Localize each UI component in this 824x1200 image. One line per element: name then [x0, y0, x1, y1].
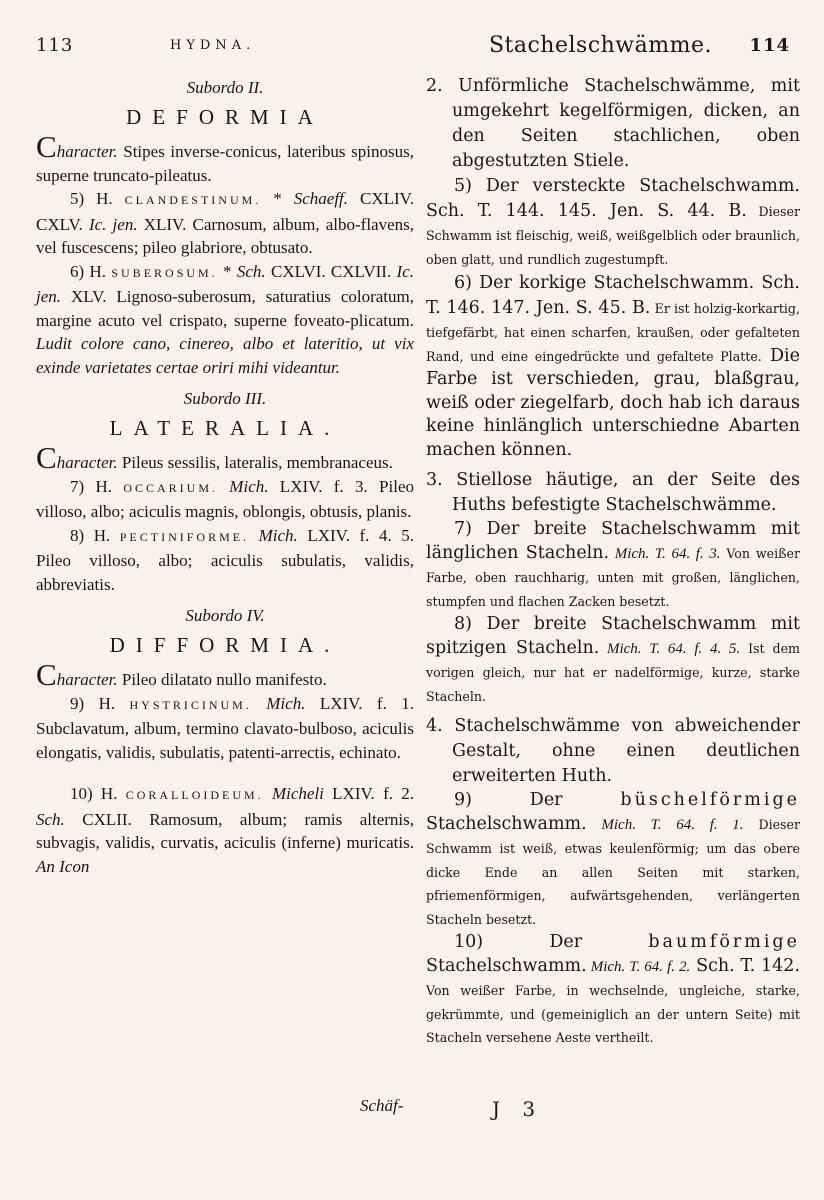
character-label: Character.: [36, 657, 118, 692]
right-page-number: 114: [749, 35, 790, 56]
group-heading: 3. Stiellose häutige, an der Seite des Huths befestigte Stachelschwämme.: [426, 470, 800, 515]
left-page-number: 113: [36, 35, 74, 56]
species-name: CORALLOIDEUM.: [125, 788, 264, 802]
species-entry: 9) H. HYSTRICINUM. Mich. LXIV. f. 1. Subclavatum, album, termino clavato-bulboso, aciculis elongatis, validis, subulatis, patenti-arrectis, echinato.: [36, 693, 414, 762]
species-entry: 5) Der versteckte Stachelschwamm. Sch. T. 144. 145. Jen. S. 44. B. Dieser Schwamm ist fleischig, weiß, weißgelblich oder braunlich, oben glatt, und rundlich zugestumpft.: [426, 176, 800, 267]
subordo-label: Subordo IV.: [185, 606, 265, 625]
species-entry: 10) Der baumförmige Stachelschwamm. Mich. T. 64. f. 2. Sch. T. 142. Von weißer Farbe, in wechselnde, ungleiche, starke, gekrümmte, und (gemeiniglich an der untern Seite) mit Stacheln versehene Aeste vertheilt.: [426, 932, 800, 1045]
species-name: CLANDESTINUM.: [124, 193, 262, 207]
signature-mark: J 3: [492, 1097, 544, 1121]
species-entry: 7) Der breite Stachelschwamm mit länglichen Stacheln. Mich. T. 64. f. 3. Von weißer Farbe, oben rauchharig, unten mit großen, länglichen, stumpfen und flachen Zacken besetzt.: [426, 519, 800, 609]
german-column: [426, 74, 800, 1050]
character-paragraph: Character. Pileus sessilis, lateralis, membranaceus.: [36, 440, 393, 475]
subordo-label: Subordo III.: [183, 389, 267, 408]
subordo-label: Subordo II.: [186, 78, 264, 97]
species-entry: 8) Der breite Stachelschwamm mit spitzigen Stacheln. Mich. T. 64. f. 4. 5. Ist dem vorigen gleich, nur hat er nadelförmige, kurze, starke Stacheln.: [426, 614, 800, 704]
species-entry: 5) H. CLANDESTINUM. * Schaeff. CXLIV. CXLV. Ic. jen. XLIV. Carnosum, album, albo-flavens, vel fuscescens; pileo glabriore, obtusato.: [36, 189, 414, 257]
character-label: Character.: [36, 129, 118, 164]
species-entry: 7) H. OCCARIUM. Mich. LXIV. f. 3. Pileo villoso, albo; aciculis magnis, oblongis, obtusis, planis.: [36, 476, 414, 521]
subordo-heading: LATERALIA.: [109, 415, 341, 440]
latin-column: [36, 74, 414, 878]
species-entry: 9) Der büschelförmige Stachelschwamm. Mich. T. 64. f. 1. Dieser Schwamm ist weiß, etwas keulenförmig; um das obere dicke Ende an allen Seiten mit starken, pfriemenförmigen, aufwärtsgehenden, verlängerten Stacheln besetzt.: [426, 790, 800, 927]
species-note: Ludit colore cano, cinereo, albo et lateritio, ut vix exinde varietates certae oriri mihi videantur.: [36, 334, 414, 377]
running-header: [36, 34, 790, 58]
species-entry: 10) H. CORALLOIDEUM. Micheli LXIV. f. 2. Sch. CXLII. Ramosum, album; ramis alternis, subvagis, validis, curvatis, aciculis (inferne) muricatis. An Icon: [36, 784, 414, 876]
group-heading: 2. Unförmliche Stachelschwämme, mit umgekehrt kegelförmigen, dicken, an den Seiten stachlichen, oben abgestutzten Stiele.: [426, 76, 800, 171]
species-name: OCCARIUM.: [123, 480, 218, 495]
character-paragraph: Character. Pileo dilatato nullo manifesto.: [36, 657, 327, 692]
subordo-heading: DIFFORMIA.: [109, 632, 341, 657]
subordo-heading: DEFORMIA: [126, 104, 324, 129]
character-label: Character.: [36, 440, 118, 475]
species-entry: 6) H. SUBEROSUM. * Sch. CXLVI. CXLVII. Ic. jen. XLV. Lignoso-suberosum, saturatius coloratum, margine acuto vel crispato, superne foveato-plicatum. Ludit colore cano, cinereo, albo et lateritio, ut vix exinde varietates certae oriri mihi videantur.: [36, 261, 415, 377]
species-entry: 8) H. PECTINIFORME. Mich. LXIV. f. 4. 5. Pileo villoso, albo; aciculis subulatis, validis, abbreviatis.: [36, 525, 414, 594]
left-running-title: HYDNA.: [170, 38, 256, 53]
catchword: Schäf-: [360, 1096, 404, 1115]
right-running-title: Stachelschwämme.: [488, 33, 712, 58]
group-heading: 4. Stachelschwämme von abweichender Gestalt, ohne einen deutlichen erweiterten Huth.: [426, 716, 800, 786]
species-entry: 6) Der korkige Stachelschwamm. Sch. T. 146. 147. Jen. S. 45. B. Er ist holzig-korkartig, tiefgefärbt, hat einen scharfen, kraußen, oder gefalteten Rand, und eine eingedrückte und gefaltete Platte. Die Farbe ist verschieden, grau, blaßgrau, weiß oder ziegelfarb, doch hab ich daraus keine hinlänglich unterschiedne Abarten machen können.: [426, 273, 800, 460]
species-name: HYSTRICINUM.: [129, 697, 252, 712]
species-name: SUBEROSUM.: [111, 265, 218, 280]
character-paragraph: Character. Stipes inverse-conicus, lateribus spinosus, superne truncato-pileatus.: [36, 129, 414, 185]
species-name: PECTINIFORME.: [119, 529, 250, 544]
